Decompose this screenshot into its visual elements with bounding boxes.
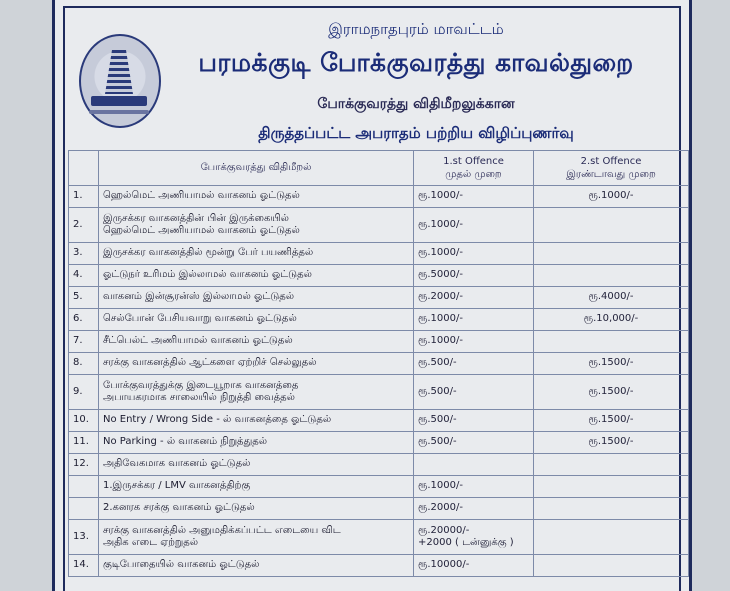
fine-line: +2000 ( டன்னுக்கு ) — [418, 537, 514, 548]
serial-cell — [69, 476, 99, 498]
serial-cell: 13. — [69, 520, 99, 555]
table-row — [69, 186, 689, 208]
serial-cell: 12. — [69, 454, 99, 476]
notice-title: பரமக்குடி போக்குவரத்து காவல்துறை — [198, 48, 634, 77]
violation-cell — [99, 265, 414, 287]
violation-line: ஹெல்மெட் அணியாமல் வாகனம் ஓட்டுதல் — [103, 225, 300, 236]
table-row — [69, 498, 689, 520]
violation-cell — [99, 498, 414, 520]
serial-cell: 1. — [69, 186, 99, 208]
notice-border — [63, 6, 681, 591]
second-offence-fine: ரூ.1000/- — [534, 186, 689, 208]
violation-line: அபாயகரமாக சாலையில் நிறுத்தி வைத்தல் — [103, 392, 295, 403]
second-offence-fine — [534, 476, 689, 498]
district-name: இராமநாதபுரம் மாவட்டம் — [328, 20, 504, 38]
violation-cell — [99, 432, 414, 454]
violation-cell — [99, 309, 414, 331]
first-offence-fine — [414, 476, 534, 498]
fine-line: ரூ.5000/- — [418, 269, 463, 281]
violation-cell — [99, 454, 414, 476]
fine-line: ரூ.500/- — [418, 414, 457, 426]
violation-cell — [99, 208, 414, 243]
first-offence-header: 1.st Offence முதல் முறை — [414, 151, 534, 186]
first-offence-fine — [414, 520, 534, 555]
serial-cell: 9. — [69, 375, 99, 410]
first-offence-fine — [414, 375, 534, 410]
first-offence-fine — [414, 243, 534, 265]
serial-cell: 8. — [69, 353, 99, 375]
violation-line: வாகனம் இன்சூரன்ஸ் இல்லாமல் ஓட்டுதல் — [103, 291, 295, 303]
violation-line: சரக்கு வாகனத்தில் அனுமதிக்கப்பட்ட எடையை விட — [103, 524, 341, 536]
notice-subtitle-2: திருத்தப்பட்ட அபராதம் பற்றிய விழிப்புணர்வு — [258, 124, 574, 142]
violation-line: செல்போன் பேசியவாறு வாகனம் ஓட்டுதல் — [103, 313, 297, 325]
violation-line: அதிக எடை ஏற்றுதல் — [103, 537, 199, 548]
fine-line: ரூ.500/- — [418, 385, 457, 397]
table-row — [69, 331, 689, 353]
table-row — [69, 555, 689, 577]
first-offence-fine — [414, 309, 534, 331]
notice-subtitle: போக்குவரத்து விதிமீறலுக்கான — [317, 96, 515, 112]
fine-line: ரூ.2000/- — [418, 502, 463, 514]
table-row — [69, 520, 689, 555]
first-offence-fine — [414, 287, 534, 309]
violation-header: போக்குவரத்து விதிமீறல் — [99, 151, 414, 186]
first-offence-fine — [414, 498, 534, 520]
fine-line: ரூ.500/- — [418, 357, 457, 369]
violation-cell — [99, 287, 414, 309]
fines-table — [68, 150, 689, 577]
violation-cell — [99, 331, 414, 353]
serial-cell: 2. — [69, 208, 99, 243]
second-offence-fine — [534, 208, 689, 243]
first-offence-fine — [414, 555, 534, 577]
violation-cell — [99, 375, 414, 410]
violation-line: ஹெல்மெட் அணியாமல் வாகனம் ஓட்டுதல் — [103, 190, 300, 202]
violation-line: No Parking - ல் வாகனம் நிறுத்துதல் — [103, 436, 268, 448]
fine-line: ரூ.1000/- — [418, 335, 463, 347]
second-offence-fine: ரூ.1500/- — [534, 375, 689, 410]
fine-line: ரூ.1000/- — [418, 247, 463, 259]
fine-line: ரூ.500/- — [418, 436, 457, 448]
table-row — [69, 265, 689, 287]
table-row — [69, 454, 689, 476]
violation-line: சரக்கு வாகனத்தில் ஆட்களை ஏற்றிச் செல்லுதல் — [103, 357, 317, 369]
notice-sheet — [52, 0, 692, 591]
second-offence-fine — [534, 331, 689, 353]
table-row — [69, 309, 689, 331]
violation-line: அதிவேகமாக வாகனம் ஓட்டுதல் — [103, 458, 251, 470]
second-offence-fine — [534, 265, 689, 287]
fine-line: ரூ.1000/- — [418, 313, 463, 325]
serial-cell: 3. — [69, 243, 99, 265]
serial-cell: 5. — [69, 287, 99, 309]
second-offence-fine: ரூ.10,000/- — [534, 309, 689, 331]
serial-cell — [69, 498, 99, 520]
first-offence-fine — [414, 186, 534, 208]
second-offence-fine: ரூ.1500/- — [534, 432, 689, 454]
serial-header — [69, 151, 99, 186]
serial-cell: 10. — [69, 410, 99, 432]
violation-cell — [99, 353, 414, 375]
first-offence-fine — [414, 208, 534, 243]
fine-line: ரூ.1000/- — [418, 218, 463, 230]
first-offence-fine — [414, 353, 534, 375]
serial-cell: 14. — [69, 555, 99, 577]
first-offence-fine — [414, 432, 534, 454]
fine-line: ரூ.2000/- — [418, 291, 463, 303]
violation-line: இருசக்கர வாகனத்தில் மூன்று பேர் பயணித்தல் — [103, 247, 314, 259]
violation-cell — [99, 186, 414, 208]
second-offence-fine: ரூ.1500/- — [534, 410, 689, 432]
table-row — [69, 353, 689, 375]
table-row — [69, 375, 689, 410]
violation-line: போக்குவரத்துக்கு இடையூறாக வாகனத்தை — [103, 379, 299, 391]
violation-line: No Entry / Wrong Side - ல் வாகனத்தை ஓட்டுதல் — [103, 414, 332, 426]
serial-cell: 11. — [69, 432, 99, 454]
violation-cell — [99, 555, 414, 577]
violation-line: இருசக்கர வாகனத்தின் பின் இருக்கையில் — [103, 212, 289, 224]
fine-line: ரூ.20000/- — [418, 524, 470, 536]
first-offence-fine — [414, 410, 534, 432]
violation-line: ஓட்டுநர் உரிமம் இல்லாமல் வாகனம் ஓட்டுதல் — [103, 269, 312, 281]
serial-cell: 7. — [69, 331, 99, 353]
table-row — [69, 208, 689, 243]
serial-cell: 6. — [69, 309, 99, 331]
violation-cell — [99, 410, 414, 432]
second-offence-header: 2.st Offence இரண்டாவது முறை — [534, 151, 689, 186]
violation-cell — [99, 243, 414, 265]
table-row — [69, 432, 689, 454]
second-offence-fine: ரூ.1500/- — [534, 353, 689, 375]
fine-line: ரூ.1000/- — [418, 190, 463, 202]
table-row — [69, 410, 689, 432]
temple-tower-icon — [105, 50, 133, 94]
first-offence-fine — [414, 265, 534, 287]
violation-cell — [99, 476, 414, 498]
first-offence-fine — [414, 454, 534, 476]
violation-line: குடிபோதையில் வாகனம் ஓட்டுதல் — [103, 559, 260, 571]
second-offence-fine — [534, 555, 689, 577]
fine-line: ரூ.1000/- — [418, 480, 463, 492]
table-row — [69, 287, 689, 309]
serial-cell: 4. — [69, 265, 99, 287]
first-offence-fine — [414, 331, 534, 353]
violation-line: 1.இருசக்கர / LMV வாகனத்திற்கு — [103, 480, 251, 492]
second-offence-fine: ரூ.4000/- — [534, 287, 689, 309]
second-offence-fine — [534, 498, 689, 520]
second-offence-fine — [534, 243, 689, 265]
violation-line: சீட்பெல்ட் அணியாமல் வாகனம் ஓட்டுதல் — [103, 335, 293, 347]
violation-line: 2.கனரக சரக்கு வாகனம் ஓட்டுதல் — [103, 502, 255, 514]
tamil-nadu-emblem-icon — [79, 34, 161, 128]
fine-line: ரூ.10000/- — [418, 559, 470, 571]
table-row — [69, 476, 689, 498]
second-offence-fine — [534, 520, 689, 555]
second-offence-fine — [534, 454, 689, 476]
table-row — [69, 243, 689, 265]
violation-cell — [99, 520, 414, 555]
